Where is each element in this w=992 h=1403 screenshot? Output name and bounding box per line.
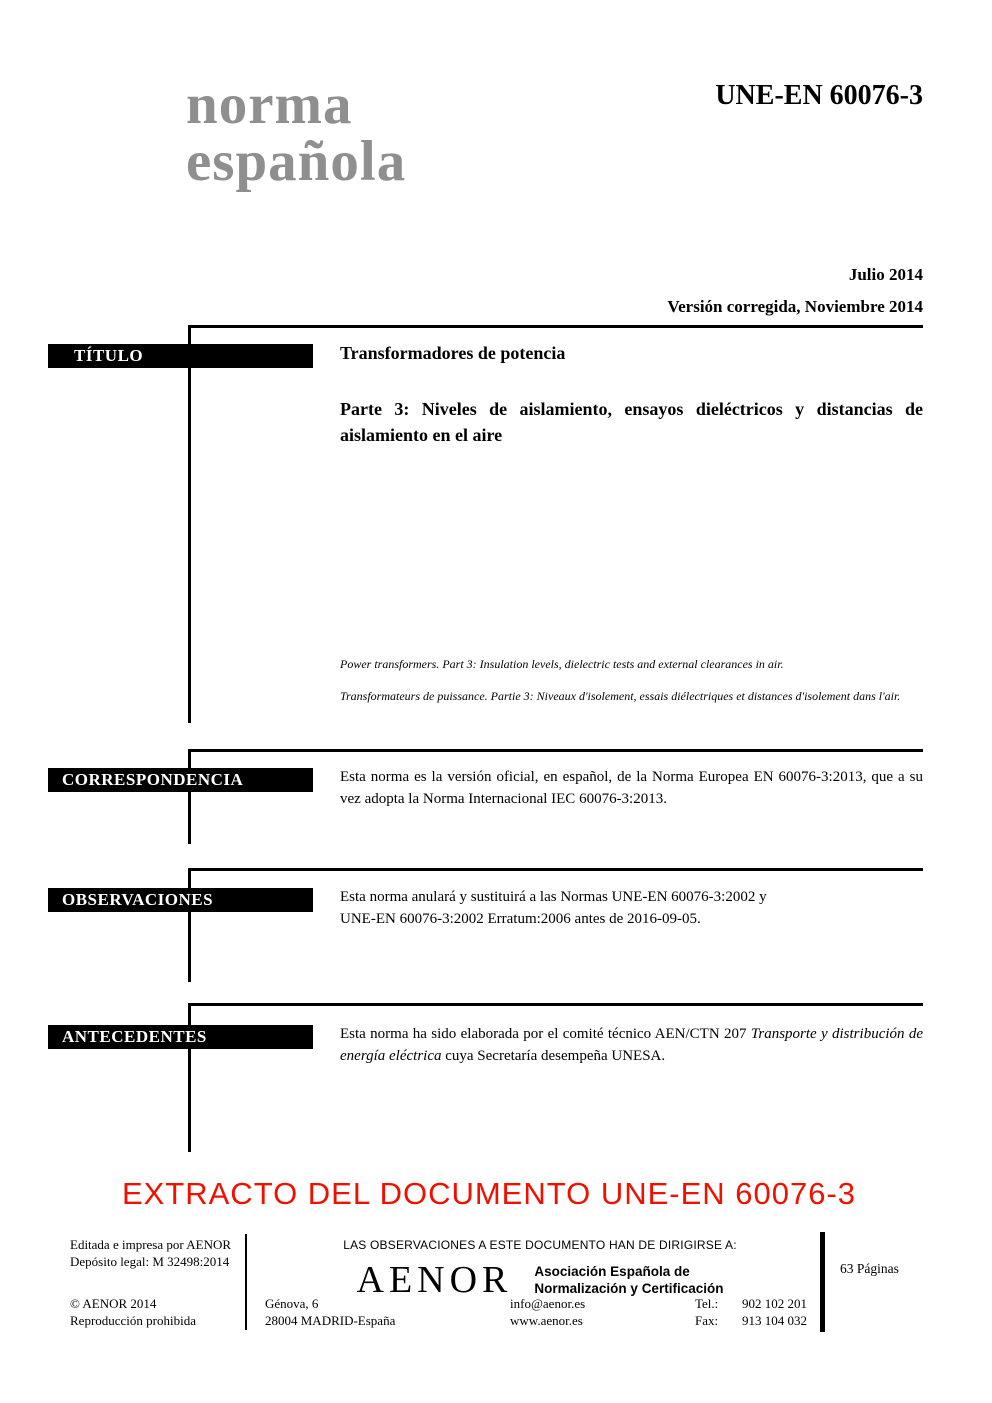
titulo-label-box	[48, 344, 313, 368]
footer-address	[265, 1295, 435, 1329]
footer-tel-row	[695, 1295, 807, 1312]
document-title: Transformadores de potencia	[340, 343, 566, 363]
title-french: Transformateurs de puissance. Partie 3: Niveaux d'isolement, essais diélectriques et distances d'isolement dans l'air.	[340, 689, 901, 703]
observaciones-text-line2: UNE-EN 60076-3:2002 Erratum:2006 antes de 2016-09-05.	[340, 911, 701, 927]
footer-imprint	[70, 1236, 245, 1270]
observaciones-text-line1: Esta norma anulará y sustituirá a las Normas UNE-EN 60076-3:2002 y	[340, 889, 767, 905]
correspondencia-text: Esta norma es la versión oficial, en español, de la Norma Europea EN 60076-3:2013, que a su vez adopta la Norma Internacional IEC 60076-3:2013.	[340, 769, 923, 807]
correspondencia-vertical-rule	[188, 749, 191, 844]
footer-notice: LAS OBSERVACIONES A ESTE DOCUMENTO HAN DE DIRIGIRSE A:	[343, 1238, 737, 1252]
footer-copyright-line: © AENOR 2014	[70, 1296, 157, 1311]
footer-street: Génova, 6	[265, 1296, 319, 1311]
footer-fax-label: Fax:	[695, 1313, 719, 1328]
titulo-label: TÍTULO	[74, 346, 144, 365]
footer-legal-deposit: Depósito legal: M 32498:2014	[70, 1254, 230, 1269]
antecedentes-label-box	[48, 1025, 313, 1049]
antecedentes-text-committee-name: Transporte y distribución de energía eléctrica	[340, 1026, 924, 1064]
corrected-version-note: Versión corregida, Noviembre 2014	[667, 297, 923, 316]
footer-edited-by: Editada e impresa por AENOR	[70, 1237, 232, 1252]
titulo-top-rule	[188, 325, 923, 328]
correspondencia-label-box	[48, 768, 313, 792]
title-english: Power transformers. Part 3: Insulation levels, dielectric tests and external clearances in air.	[340, 657, 784, 671]
standard-code: UNE-EN 60076-3	[715, 80, 923, 111]
antecedentes-label: ANTECEDENTES	[62, 1027, 207, 1046]
footer-divider-left	[245, 1234, 247, 1330]
aenor-logo: AENOR	[356, 1259, 513, 1301]
antecedentes-top-rule	[188, 1003, 923, 1006]
document-subtitle: Parte 3: Niveles de aislamiento, ensayos dieléctricos y distancias de aislamiento en el aire	[340, 399, 923, 445]
aenor-org-line1: Asociación Española de	[534, 1264, 690, 1279]
footer-tel-number: 902 102 201	[742, 1296, 807, 1311]
extract-banner: EXTRACTO DEL DOCUMENTO UNE-EN 60076-3	[121, 1176, 857, 1211]
antecedentes-text-after: cuya Secretaría desempeña UNESA.	[441, 1048, 666, 1064]
footer-tel-label: Tel.:	[695, 1296, 719, 1311]
observaciones-text	[340, 886, 923, 930]
antecedentes-text	[340, 1023, 923, 1067]
antecedentes-text-before: Esta norma ha sido elaborada por el comité técnico AEN/CTN 207	[340, 1026, 751, 1042]
footer-fax-number: 913 104 032	[742, 1313, 807, 1328]
norma-espanola-logo	[186, 73, 407, 193]
logo-line-1: norma	[186, 73, 353, 136]
observaciones-vertical-rule	[188, 868, 191, 982]
observaciones-label: OBSERVACIONES	[62, 890, 214, 909]
observaciones-label-box	[48, 888, 313, 912]
footer-copyright	[70, 1295, 245, 1329]
observaciones-top-rule	[188, 868, 923, 871]
footer-email: info@aenor.es	[510, 1296, 586, 1311]
titulo-vertical-rule	[188, 325, 191, 723]
footer-website: www.aenor.es	[510, 1313, 583, 1328]
page-count: 63 Páginas	[840, 1261, 899, 1276]
aenor-org-line2: Normalización y Certificación	[534, 1281, 724, 1296]
publication-date: Julio 2014	[848, 265, 923, 284]
correspondencia-label: CORRESPONDENCIA	[62, 770, 244, 789]
footer-divider-right	[820, 1232, 825, 1332]
footer-telfax	[695, 1295, 807, 1329]
footer-reproduction-line: Reproducción prohibida	[70, 1313, 196, 1328]
footer-contact-online	[510, 1295, 660, 1329]
aenor-org-name	[534, 1263, 723, 1297]
footer-city: 28004 MADRID-España	[265, 1313, 396, 1328]
footer-fax-row	[695, 1312, 807, 1329]
correspondencia-top-rule	[188, 749, 923, 752]
logo-line-2: española	[186, 130, 407, 193]
